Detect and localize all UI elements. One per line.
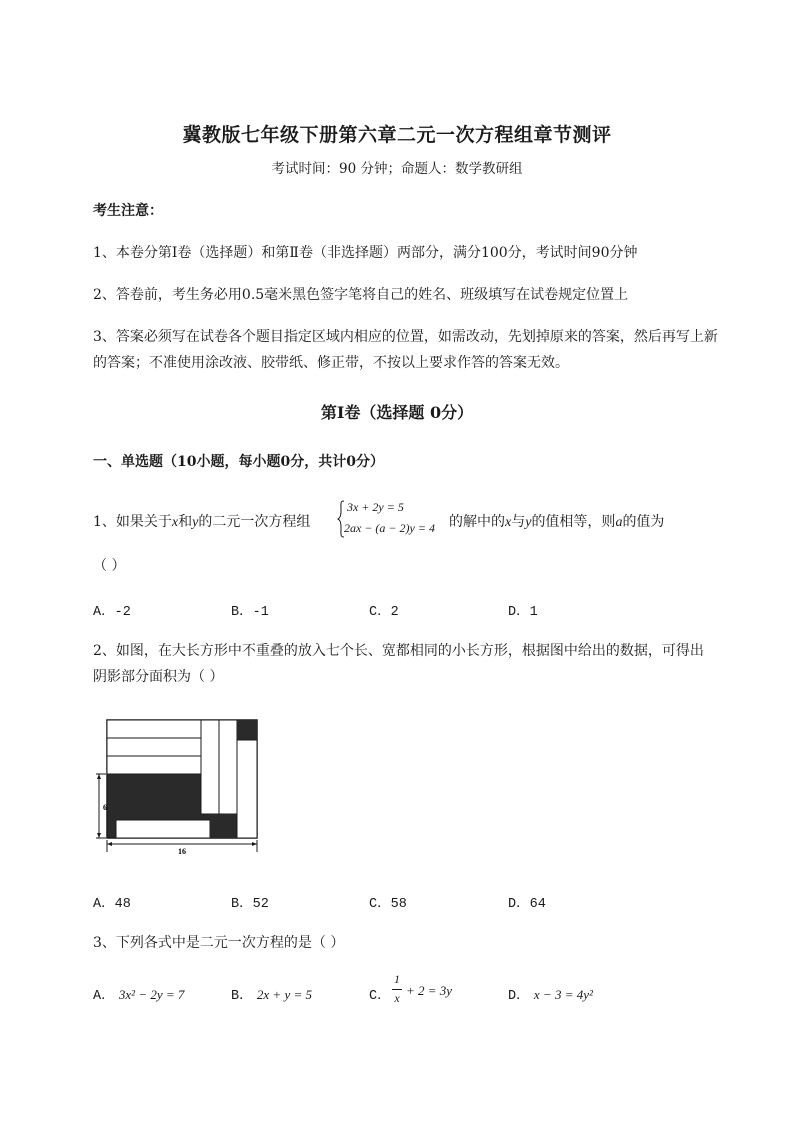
- q2-option-b: B．52: [231, 897, 269, 912]
- q3-option-b: B． 2x + y = 5: [231, 987, 312, 1004]
- q1-prefix: 1、如果关于: [93, 514, 172, 530]
- small-rect-6: [237, 740, 257, 838]
- part-heading: 一、单选题（10小题，每小题0分，共计0分）: [93, 454, 384, 470]
- small-rect-3: [107, 756, 201, 774]
- shaded-region-bottom: [210, 814, 237, 838]
- notice-item-1: 1、本卷分第Ⅰ卷（选择题）和第Ⅱ卷（非选择题）两部分，满分100分，考试时间90分钟: [93, 245, 638, 261]
- q1-with: 与: [511, 514, 526, 530]
- fraction-bar: [392, 989, 402, 990]
- q1-var-y2: y: [525, 515, 532, 530]
- q3-stem: 3、下列各式中是二元一次方程的是（ ）: [93, 935, 345, 951]
- shaded-region-top-right: [237, 720, 257, 740]
- q2-stem-line-2: 阴影部分面积为（ ）: [93, 669, 224, 685]
- q2-figure: [94, 712, 264, 860]
- q1-suffix-3: 的值为: [622, 514, 665, 530]
- notice-item-2: 2、答卷前，考生务必用0.5毫米黑色签字笔将自己的姓名、班级填写在试卷规定位置上: [93, 287, 629, 303]
- notice-item-3-cont: 的答案；不准使用涂改液、胶带纸、修正带，不按以上要求作答的答案无效。: [93, 355, 569, 371]
- page-title: 冀教版七年级下册第六章二元一次方程组章节测评: [182, 124, 612, 146]
- q1-equation-2: 2ax − (a − 2)y = 4: [344, 521, 435, 535]
- q1-stem-cont: [449, 511, 664, 531]
- q2-option-d: D．64: [508, 897, 546, 912]
- q1-var-a: a: [615, 515, 623, 530]
- q3-option-c-rest: + 2 = 3y: [406, 983, 453, 998]
- section-title: 第Ⅰ卷（选择题 0分）: [320, 403, 474, 422]
- q1-var-x2: x: [505, 515, 512, 530]
- q1-stem: [93, 511, 310, 531]
- q2-option-a: A．48: [93, 897, 131, 912]
- q2-stem-line-1: 2、如图，在大长方形中不重叠的放入七个长、宽都相同的小长方形，根据图中给出的数据，可得出: [93, 643, 704, 659]
- q1-var-y: y: [192, 515, 199, 530]
- small-rect-7: [116, 820, 210, 838]
- small-rect-5: [219, 720, 237, 814]
- q3-option-a: A． 3x² − 2y = 7: [93, 987, 185, 1004]
- q3-option-c-numerator: 1: [394, 972, 400, 986]
- q1-suffix-1: 的解中的: [449, 514, 505, 530]
- small-rect-4: [201, 720, 219, 814]
- q3-option-c-label: C．: [369, 989, 391, 1004]
- small-rect-1: [107, 720, 201, 738]
- q1-option-c: C．2: [369, 605, 399, 620]
- q1-mid: 的二元一次方程组: [198, 514, 311, 530]
- q1-and: 和: [178, 514, 193, 530]
- q1-option-b: B．-1: [231, 605, 269, 620]
- q1-option-d: D．1: [508, 605, 538, 620]
- q2-option-c: C．58: [369, 897, 407, 912]
- figure-label-width: 16: [178, 847, 186, 856]
- small-rect-2: [107, 738, 201, 756]
- q1-suffix-2: 的值相等，则: [531, 514, 616, 530]
- q1-var-x: x: [171, 515, 179, 530]
- q1-blank: （ ）: [93, 558, 126, 574]
- exam-info: 考试时间：90 分钟；命题人：数学教研组: [271, 161, 523, 177]
- q3-option-c-denominator: x: [394, 991, 400, 1005]
- q3-option-d: D． x − 3 = 4y²: [508, 987, 593, 1004]
- q1-option-a: A．-2: [93, 605, 131, 620]
- figure-label-height: 6: [103, 803, 107, 812]
- q1-equation-1: 3x + 2y = 5: [347, 500, 404, 514]
- notice-heading: 考生注意：: [93, 203, 163, 219]
- notice-item-3: 3、答案必须写在试卷各个题目指定区域内相应的位置，如需改动，先划掉原来的答案，然后再写上新: [93, 329, 718, 345]
